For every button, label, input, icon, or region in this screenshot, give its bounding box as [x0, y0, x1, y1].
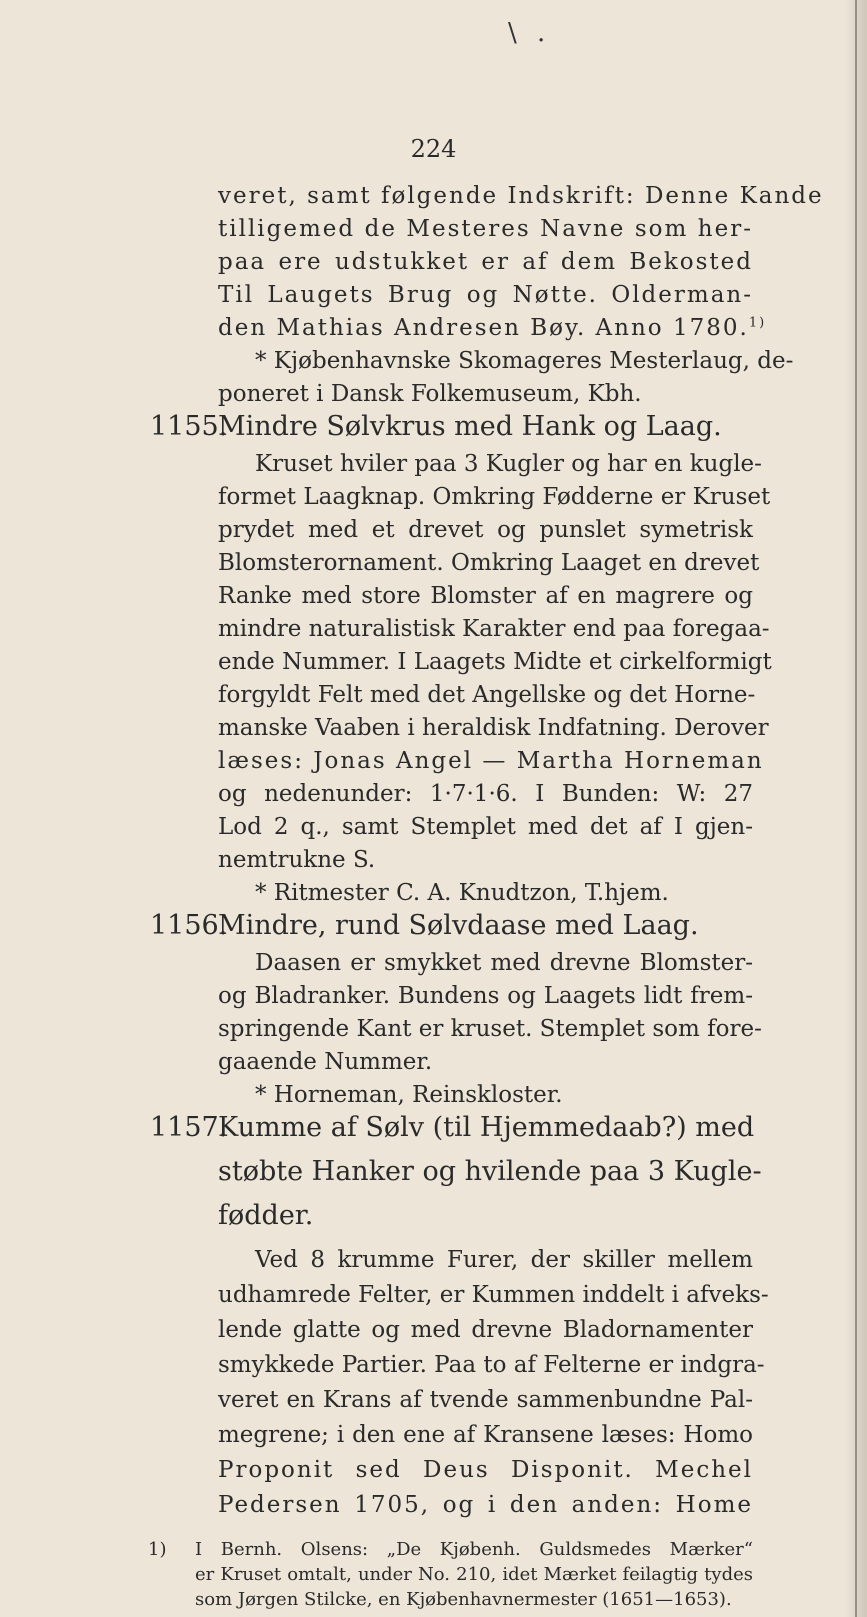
- entry-heading: støbte Hanker og hvilende paa 3 Kugle-: [218, 1156, 762, 1187]
- text-line: mindre naturalistisk Karakter end paa foregaa-: [218, 616, 770, 642]
- entry-number: 1155.: [150, 411, 228, 442]
- text-line: læses: Jonas Angel — Martha Horneman: [218, 748, 764, 774]
- text-line: udhamrede Felter, er Kummen inddelt i afveks-: [218, 1282, 769, 1308]
- text-line: ende Nummer. I Laagets Midte et cirkelformigt: [218, 649, 772, 675]
- entry-heading: Mindre, rund Sølvdaase med Laag.: [218, 910, 699, 941]
- text-line: Til Laugets Brug og Nøtte. Olderman-: [218, 282, 753, 308]
- text-line: smykkede Partier. Paa to af Felterne er indgra-: [218, 1352, 765, 1378]
- text-line: veret, samt følgende Indskrift: Denne Kande: [218, 183, 824, 209]
- text-line: lende glatte og med drevne Bladornamenter: [218, 1317, 753, 1343]
- text-line: Ranke med store Blomster af en magrere og: [218, 583, 753, 609]
- provenance-line: * Kjøbenhavnske Skomageres Mesterlaug, de-: [255, 348, 794, 374]
- page-number: 224: [410, 135, 457, 163]
- text-line: springende Kant er kruset. Stemplet som fore-: [218, 1016, 762, 1042]
- text-line: Blomsterornament. Omkring Laaget en drevet: [218, 550, 760, 576]
- footnote-ref: 1): [748, 315, 767, 331]
- entry-heading: fødder.: [218, 1200, 314, 1231]
- text-line: Pedersen 1705, og i den anden: Home: [218, 1492, 753, 1518]
- text-line: poneret i Dansk Folkemuseum, Kbh.: [218, 381, 642, 407]
- page-edge-line: [855, 0, 857, 1617]
- text-line: paa ere udstukket er af dem Bekosted: [218, 249, 753, 275]
- text-line: megrene; i den ene af Kransene læses: Homo: [218, 1422, 753, 1448]
- text-line: manske Vaaben i heraldisk Indfatning. Derover: [218, 715, 769, 741]
- text-line: prydet med et drevet og punslet symetrisk: [218, 517, 753, 543]
- text-line: forgyldt Felt med det Angellske og det Horne-: [218, 682, 756, 708]
- text-line: Proponit sed Deus Disponit. Mechel: [218, 1457, 753, 1483]
- text-line: veret en Krans af tvende sammenbundne Pal-: [218, 1387, 753, 1413]
- entry-heading: Kumme af Sølv (til Hjemmedaab?) med: [218, 1112, 755, 1143]
- text-line-content: den Mathias Andresen Bøy. Anno 1780.: [218, 315, 749, 341]
- text-line: og Bladranker. Bundens og Laagets lidt frem-: [218, 983, 753, 1009]
- footnote-line: som Jørgen Stilcke, en Kjøbenhavnermester (1651—1653).: [195, 1589, 732, 1610]
- provenance-line: * Horneman, Reinskloster.: [255, 1082, 563, 1108]
- text-line: gaaende Nummer.: [218, 1049, 433, 1075]
- text-line: og nedenunder: 1·7·1·6. I Bunden: W: 27: [218, 781, 753, 807]
- footnote-line: er Kruset omtalt, under No. 210, idet Mærket feilagtig tydes: [195, 1564, 753, 1585]
- text-line: Daasen er smykket med drevne Blomster-: [255, 950, 753, 976]
- text-line: [218, 313, 767, 343]
- corner-mark: \ .: [508, 18, 552, 48]
- entry-number: 1156.: [150, 910, 228, 941]
- text-line: Lod 2 q., samt Stemplet med det af I gjen-: [218, 814, 753, 840]
- provenance-line: * Ritmester C. A. Knudtzon, T.hjem.: [255, 880, 669, 906]
- text-line: formet Laagknap. Omkring Fødderne er Kruset: [218, 484, 771, 510]
- text-line: tilligemed de Mesteres Navne som her-: [218, 216, 753, 242]
- footnote-line: I Bernh. Olsens: „De Kjøbenh. Guldsmedes Mærker“: [195, 1539, 753, 1560]
- text-line: Ved 8 krumme Furer, der skiller mellem: [255, 1247, 753, 1273]
- text-line: Kruset hviler paa 3 Kugler og har en kugle-: [255, 451, 762, 477]
- entry-number: 1157.: [150, 1112, 228, 1143]
- entry-heading: Mindre Sølvkrus med Hank og Laag.: [218, 411, 722, 442]
- footnote-label: 1): [148, 1539, 167, 1560]
- text-line: nemtrukne S.: [218, 847, 376, 873]
